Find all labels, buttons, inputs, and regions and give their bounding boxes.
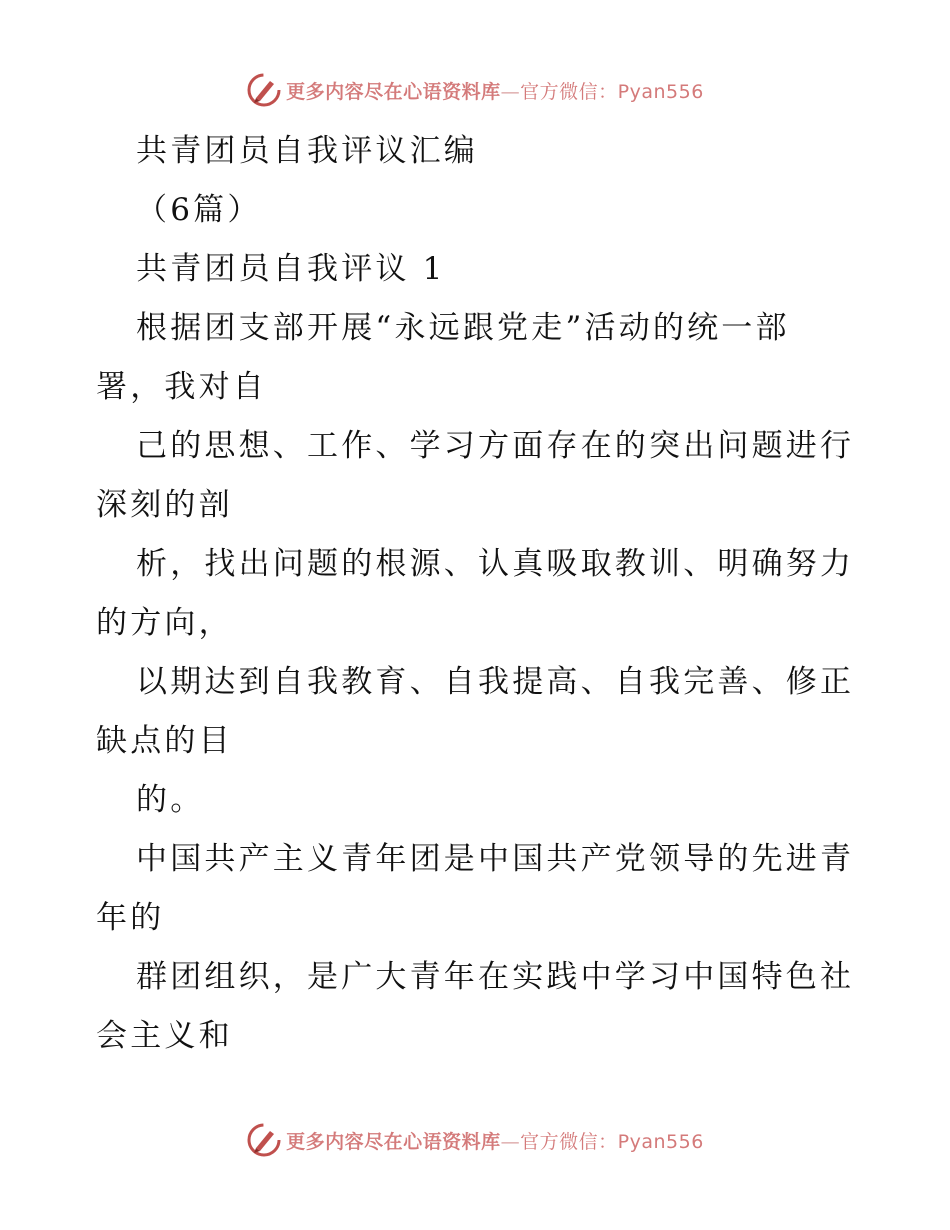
text-line: 以期达到自我教育、自我提高、自我完善、修正 [136,664,855,700]
text-line: 根据团支部开展“永远跟党走”活动的统一部 [136,310,790,346]
header-banner [0,70,950,110]
banner-wechat-text: 官方微信：Pyan556 [520,1130,704,1153]
text-line: 深刻的剖 [96,487,233,523]
text-line: 年的 [96,900,165,936]
document-subtitle: （6篇） [136,192,262,228]
banner-separator: — [500,80,521,103]
banner-main-text: 更多内容尽在心语资料库 [286,80,501,103]
text-line: 析，找出问题的根源、认真吸取教训、明确努力 [136,546,855,582]
text-line: 群团组织，是广大青年在实践中学习中国特色社 [136,959,855,995]
text-line: 署，我对自 [96,369,267,405]
logo-pen-icon [246,1122,282,1158]
banner-text [286,1127,704,1154]
banner-wechat-text: 官方微信：Pyan556 [520,80,704,103]
document-title: 共青团员自我评议汇编 [136,133,478,169]
text-line: 缺点的目 [96,723,233,759]
text-line: 己的思想、工作、学习方面存在的突出问题进行 [136,428,855,464]
banner-text [286,77,704,104]
text-line: 中国共产主义青年团是中国共产党领导的先进青 [136,841,855,877]
document-body [96,122,916,1066]
text-line: 的方向， [96,605,233,641]
logo-pen-icon [246,72,282,108]
text-line: 的。 [136,782,205,818]
text-line: 会主义和 [96,1018,233,1054]
banner-main-text: 更多内容尽在心语资料库 [286,1130,501,1153]
banner-separator: — [500,1130,521,1153]
footer-banner [0,1120,950,1160]
section-heading: 共青团员自我评议 1 [136,251,446,287]
